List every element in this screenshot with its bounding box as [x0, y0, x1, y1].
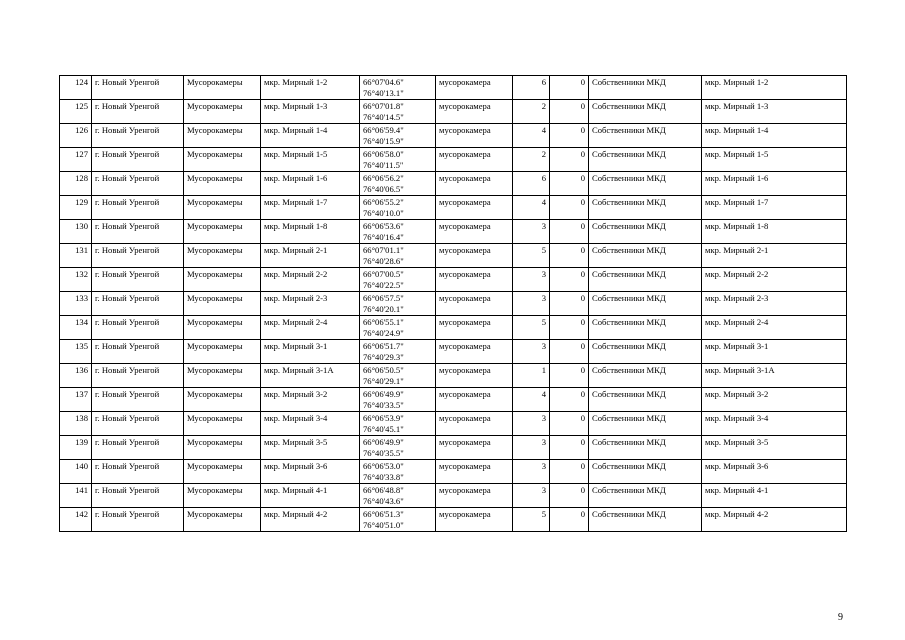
location-cell: мкр. Мирный 4-1: [261, 484, 360, 508]
category-cell: Мусорокамеры: [184, 340, 261, 364]
category-cell: Мусорокамеры: [184, 460, 261, 484]
page-number: 9: [838, 612, 843, 623]
source-address-cell: мкр. Мирный 1-2: [702, 76, 847, 100]
longitude-text: 76°40'33.5": [363, 399, 404, 410]
table-row: [60, 388, 847, 412]
quantity-cell: 5: [513, 508, 550, 532]
latitude-text: 66°06'53.0": [363, 461, 404, 471]
coordinates-cell: [360, 364, 436, 388]
row-number-cell: 131: [60, 244, 92, 268]
coordinates-cell: [360, 220, 436, 244]
category-cell: Мусорокамеры: [184, 76, 261, 100]
longitude-text: 76°40'43.6": [363, 495, 404, 506]
row-number-cell: 128: [60, 172, 92, 196]
location-cell: мкр. Мирный 2-1: [261, 244, 360, 268]
latitude-text: 66°06'55.2": [363, 197, 404, 207]
latitude-text: 66°06'51.7": [363, 341, 404, 351]
category-cell: Мусорокамеры: [184, 220, 261, 244]
quantity-secondary-cell: 0: [550, 220, 589, 244]
row-number-cell: 132: [60, 268, 92, 292]
city-cell: г. Новый Уренгой: [92, 100, 184, 124]
owner-cell: Собственники МКД: [589, 196, 702, 220]
row-number-cell: 135: [60, 340, 92, 364]
city-cell: г. Новый Уренгой: [92, 292, 184, 316]
category-cell: Мусорокамеры: [184, 100, 261, 124]
quantity-cell: 1: [513, 364, 550, 388]
city-cell: г. Новый Уренгой: [92, 316, 184, 340]
quantity-secondary-cell: 0: [550, 292, 589, 316]
latitude-text: 66°06'58.0": [363, 149, 404, 159]
quantity-secondary-cell: 0: [550, 460, 589, 484]
object-type-cell: мусорокамера: [436, 364, 513, 388]
quantity-secondary-cell: 0: [550, 100, 589, 124]
table-row: [60, 484, 847, 508]
object-type-cell: мусорокамера: [436, 196, 513, 220]
longitude-text: 76°40'51.0": [363, 519, 404, 530]
object-type-cell: мусорокамера: [436, 124, 513, 148]
latitude-text: 66°07'01.8": [363, 101, 404, 111]
object-type-cell: мусорокамера: [436, 76, 513, 100]
coordinates-cell: [360, 460, 436, 484]
city-cell: г. Новый Уренгой: [92, 340, 184, 364]
table-row: [60, 244, 847, 268]
longitude-text: 76°40'13.1": [363, 87, 404, 98]
quantity-secondary-cell: 0: [550, 316, 589, 340]
coordinates-cell: [360, 148, 436, 172]
source-address-cell: мкр. Мирный 4-1: [702, 484, 847, 508]
owner-cell: Собственники МКД: [589, 388, 702, 412]
city-cell: г. Новый Уренгой: [92, 244, 184, 268]
object-type-cell: мусорокамера: [436, 172, 513, 196]
quantity-cell: 3: [513, 268, 550, 292]
city-cell: г. Новый Уренгой: [92, 172, 184, 196]
row-number-cell: 125: [60, 100, 92, 124]
source-address-cell: мкр. Мирный 3-2: [702, 388, 847, 412]
category-cell: Мусорокамеры: [184, 316, 261, 340]
quantity-cell: 6: [513, 76, 550, 100]
source-address-cell: мкр. Мирный 3-1А: [702, 364, 847, 388]
quantity-secondary-cell: 0: [550, 76, 589, 100]
location-cell: мкр. Мирный 2-4: [261, 316, 360, 340]
quantity-secondary-cell: 0: [550, 196, 589, 220]
quantity-cell: 3: [513, 220, 550, 244]
city-cell: г. Новый Уренгой: [92, 364, 184, 388]
category-cell: Мусорокамеры: [184, 244, 261, 268]
owner-cell: Собственники МКД: [589, 484, 702, 508]
longitude-text: 76°40'20.1": [363, 303, 404, 314]
coordinates-cell: [360, 484, 436, 508]
table-row: [60, 436, 847, 460]
quantity-secondary-cell: 0: [550, 124, 589, 148]
row-number-cell: 137: [60, 388, 92, 412]
city-cell: г. Новый Уренгой: [92, 148, 184, 172]
city-cell: г. Новый Уренгой: [92, 220, 184, 244]
quantity-secondary-cell: 0: [550, 484, 589, 508]
source-address-cell: мкр. Мирный 1-3: [702, 100, 847, 124]
row-number-cell: 129: [60, 196, 92, 220]
latitude-text: 66°06'53.9": [363, 413, 404, 423]
location-cell: мкр. Мирный 1-7: [261, 196, 360, 220]
latitude-text: 66°06'49.9": [363, 437, 404, 447]
quantity-cell: 3: [513, 340, 550, 364]
object-type-cell: мусорокамера: [436, 316, 513, 340]
location-cell: мкр. Мирный 2-3: [261, 292, 360, 316]
latitude-text: 66°06'59.4": [363, 125, 404, 135]
quantity-secondary-cell: 0: [550, 148, 589, 172]
category-cell: Мусорокамеры: [184, 484, 261, 508]
source-address-cell: мкр. Мирный 1-5: [702, 148, 847, 172]
quantity-secondary-cell: 0: [550, 364, 589, 388]
row-number-cell: 142: [60, 508, 92, 532]
source-address-cell: мкр. Мирный 4-2: [702, 508, 847, 532]
quantity-cell: 3: [513, 292, 550, 316]
source-address-cell: мкр. Мирный 1-7: [702, 196, 847, 220]
coordinates-cell: [360, 436, 436, 460]
latitude-text: 66°07'01.1": [363, 245, 404, 255]
coordinates-cell: [360, 100, 436, 124]
object-type-cell: мусорокамера: [436, 148, 513, 172]
owner-cell: Собственники МКД: [589, 316, 702, 340]
owner-cell: Собственники МКД: [589, 100, 702, 124]
coordinates-cell: [360, 172, 436, 196]
coordinates-cell: [360, 340, 436, 364]
category-cell: Мусорокамеры: [184, 364, 261, 388]
longitude-text: 76°40'28.6": [363, 255, 404, 266]
latitude-text: 66°06'53.6": [363, 221, 404, 231]
waste-chamber-registry-table: [59, 75, 847, 532]
coordinates-cell: [360, 124, 436, 148]
quantity-cell: 5: [513, 244, 550, 268]
quantity-cell: 4: [513, 124, 550, 148]
category-cell: Мусорокамеры: [184, 508, 261, 532]
table-row: [60, 76, 847, 100]
row-number-cell: 130: [60, 220, 92, 244]
coordinates-cell: [360, 412, 436, 436]
table-row: [60, 340, 847, 364]
longitude-text: 76°40'24.9": [363, 327, 404, 338]
owner-cell: Собственники МКД: [589, 172, 702, 196]
quantity-cell: 4: [513, 388, 550, 412]
category-cell: Мусорокамеры: [184, 148, 261, 172]
quantity-cell: 6: [513, 172, 550, 196]
latitude-text: 66°07'00.5": [363, 269, 404, 279]
table-row: [60, 364, 847, 388]
table-row: [60, 148, 847, 172]
city-cell: г. Новый Уренгой: [92, 460, 184, 484]
quantity-secondary-cell: 0: [550, 508, 589, 532]
coordinates-cell: [360, 196, 436, 220]
location-cell: мкр. Мирный 3-1: [261, 340, 360, 364]
category-cell: Мусорокамеры: [184, 268, 261, 292]
city-cell: г. Новый Уренгой: [92, 268, 184, 292]
longitude-text: 76°40'29.3": [363, 351, 404, 362]
longitude-text: 76°40'15.9": [363, 135, 404, 146]
location-cell: мкр. Мирный 1-5: [261, 148, 360, 172]
owner-cell: Собственники МКД: [589, 508, 702, 532]
row-number-cell: 138: [60, 412, 92, 436]
source-address-cell: мкр. Мирный 3-6: [702, 460, 847, 484]
object-type-cell: мусорокамера: [436, 508, 513, 532]
table-row: [60, 172, 847, 196]
category-cell: Мусорокамеры: [184, 388, 261, 412]
location-cell: мкр. Мирный 3-6: [261, 460, 360, 484]
longitude-text: 76°40'16.4": [363, 231, 404, 242]
owner-cell: Собственники МКД: [589, 412, 702, 436]
row-number-cell: 133: [60, 292, 92, 316]
row-number-cell: 141: [60, 484, 92, 508]
table-row: [60, 460, 847, 484]
longitude-text: 76°40'35.5": [363, 447, 404, 458]
owner-cell: Собственники МКД: [589, 244, 702, 268]
quantity-secondary-cell: 0: [550, 172, 589, 196]
city-cell: г. Новый Уренгой: [92, 124, 184, 148]
city-cell: г. Новый Уренгой: [92, 76, 184, 100]
coordinates-cell: [360, 508, 436, 532]
longitude-text: 76°40'33.8": [363, 471, 404, 482]
quantity-secondary-cell: 0: [550, 244, 589, 268]
table-row: [60, 268, 847, 292]
category-cell: Мусорокамеры: [184, 412, 261, 436]
owner-cell: Собственники МКД: [589, 76, 702, 100]
source-address-cell: мкр. Мирный 1-6: [702, 172, 847, 196]
quantity-cell: 3: [513, 412, 550, 436]
coordinates-cell: [360, 388, 436, 412]
city-cell: г. Новый Уренгой: [92, 412, 184, 436]
quantity-cell: 2: [513, 148, 550, 172]
source-address-cell: мкр. Мирный 3-5: [702, 436, 847, 460]
city-cell: г. Новый Уренгой: [92, 196, 184, 220]
location-cell: мкр. Мирный 3-4: [261, 412, 360, 436]
latitude-text: 66°06'56.2": [363, 173, 404, 183]
quantity-cell: 3: [513, 436, 550, 460]
object-type-cell: мусорокамера: [436, 100, 513, 124]
table-row: [60, 100, 847, 124]
owner-cell: Собственники МКД: [589, 364, 702, 388]
city-cell: г. Новый Уренгой: [92, 484, 184, 508]
category-cell: Мусорокамеры: [184, 124, 261, 148]
object-type-cell: мусорокамера: [436, 268, 513, 292]
location-cell: мкр. Мирный 1-8: [261, 220, 360, 244]
location-cell: мкр. Мирный 1-4: [261, 124, 360, 148]
row-number-cell: 140: [60, 460, 92, 484]
category-cell: Мусорокамеры: [184, 436, 261, 460]
table-row: [60, 508, 847, 532]
location-cell: мкр. Мирный 3-1А: [261, 364, 360, 388]
quantity-secondary-cell: 0: [550, 412, 589, 436]
row-number-cell: 136: [60, 364, 92, 388]
longitude-text: 76°40'06.5": [363, 183, 404, 194]
table-row: [60, 124, 847, 148]
object-type-cell: мусорокамера: [436, 388, 513, 412]
quantity-secondary-cell: 0: [550, 268, 589, 292]
source-address-cell: мкр. Мирный 2-3: [702, 292, 847, 316]
row-number-cell: 126: [60, 124, 92, 148]
longitude-text: 76°40'29.1": [363, 375, 404, 386]
owner-cell: Собственники МКД: [589, 220, 702, 244]
latitude-text: 66°06'51.3": [363, 509, 404, 519]
latitude-text: 66°06'57.5": [363, 293, 404, 303]
latitude-text: 66°06'50.5": [363, 365, 404, 375]
row-number-cell: 127: [60, 148, 92, 172]
quantity-cell: 4: [513, 196, 550, 220]
longitude-text: 76°40'22.5": [363, 279, 404, 290]
latitude-text: 66°07'04.6": [363, 77, 404, 87]
coordinates-cell: [360, 292, 436, 316]
table-row: [60, 316, 847, 340]
city-cell: г. Новый Уренгой: [92, 388, 184, 412]
owner-cell: Собственники МКД: [589, 340, 702, 364]
category-cell: Мусорокамеры: [184, 196, 261, 220]
source-address-cell: мкр. Мирный 3-4: [702, 412, 847, 436]
location-cell: мкр. Мирный 3-2: [261, 388, 360, 412]
table-row: [60, 292, 847, 316]
row-number-cell: 124: [60, 76, 92, 100]
coordinates-cell: [360, 76, 436, 100]
quantity-secondary-cell: 0: [550, 340, 589, 364]
source-address-cell: мкр. Мирный 1-4: [702, 124, 847, 148]
latitude-text: 66°06'55.1": [363, 317, 404, 327]
row-number-cell: 134: [60, 316, 92, 340]
location-cell: мкр. Мирный 2-2: [261, 268, 360, 292]
location-cell: мкр. Мирный 3-5: [261, 436, 360, 460]
city-cell: г. Новый Уренгой: [92, 508, 184, 532]
table-row: [60, 196, 847, 220]
source-address-cell: мкр. Мирный 3-1: [702, 340, 847, 364]
object-type-cell: мусорокамера: [436, 412, 513, 436]
quantity-secondary-cell: 0: [550, 388, 589, 412]
source-address-cell: мкр. Мирный 1-8: [702, 220, 847, 244]
object-type-cell: мусорокамера: [436, 340, 513, 364]
location-cell: мкр. Мирный 4-2: [261, 508, 360, 532]
table-row: [60, 220, 847, 244]
owner-cell: Собственники МКД: [589, 124, 702, 148]
coordinates-cell: [360, 268, 436, 292]
city-cell: г. Новый Уренгой: [92, 436, 184, 460]
location-cell: мкр. Мирный 1-2: [261, 76, 360, 100]
coordinates-cell: [360, 244, 436, 268]
object-type-cell: мусорокамера: [436, 244, 513, 268]
source-address-cell: мкр. Мирный 2-2: [702, 268, 847, 292]
source-address-cell: мкр. Мирный 2-1: [702, 244, 847, 268]
owner-cell: Собственники МКД: [589, 436, 702, 460]
owner-cell: Собственники МКД: [589, 292, 702, 316]
location-cell: мкр. Мирный 1-3: [261, 100, 360, 124]
registry-table-body: [60, 76, 847, 532]
category-cell: Мусорокамеры: [184, 172, 261, 196]
object-type-cell: мусорокамера: [436, 460, 513, 484]
longitude-text: 76°40'10.0": [363, 207, 404, 218]
quantity-cell: 3: [513, 484, 550, 508]
owner-cell: Собственники МКД: [589, 460, 702, 484]
category-cell: Мусорокамеры: [184, 292, 261, 316]
longitude-text: 76°40'11.5": [363, 159, 404, 170]
location-cell: мкр. Мирный 1-6: [261, 172, 360, 196]
table-row: [60, 412, 847, 436]
object-type-cell: мусорокамера: [436, 484, 513, 508]
quantity-cell: 2: [513, 100, 550, 124]
latitude-text: 66°06'49.9": [363, 389, 404, 399]
longitude-text: 76°40'45.1": [363, 423, 404, 434]
source-address-cell: мкр. Мирный 2-4: [702, 316, 847, 340]
object-type-cell: мусорокамера: [436, 220, 513, 244]
longitude-text: 76°40'14.5": [363, 111, 404, 122]
row-number-cell: 139: [60, 436, 92, 460]
latitude-text: 66°06'48.8": [363, 485, 404, 495]
owner-cell: Собственники МКД: [589, 148, 702, 172]
quantity-cell: 3: [513, 460, 550, 484]
object-type-cell: мусорокамера: [436, 436, 513, 460]
owner-cell: Собственники МКД: [589, 268, 702, 292]
quantity-secondary-cell: 0: [550, 436, 589, 460]
object-type-cell: мусорокамера: [436, 292, 513, 316]
coordinates-cell: [360, 316, 436, 340]
quantity-cell: 5: [513, 316, 550, 340]
